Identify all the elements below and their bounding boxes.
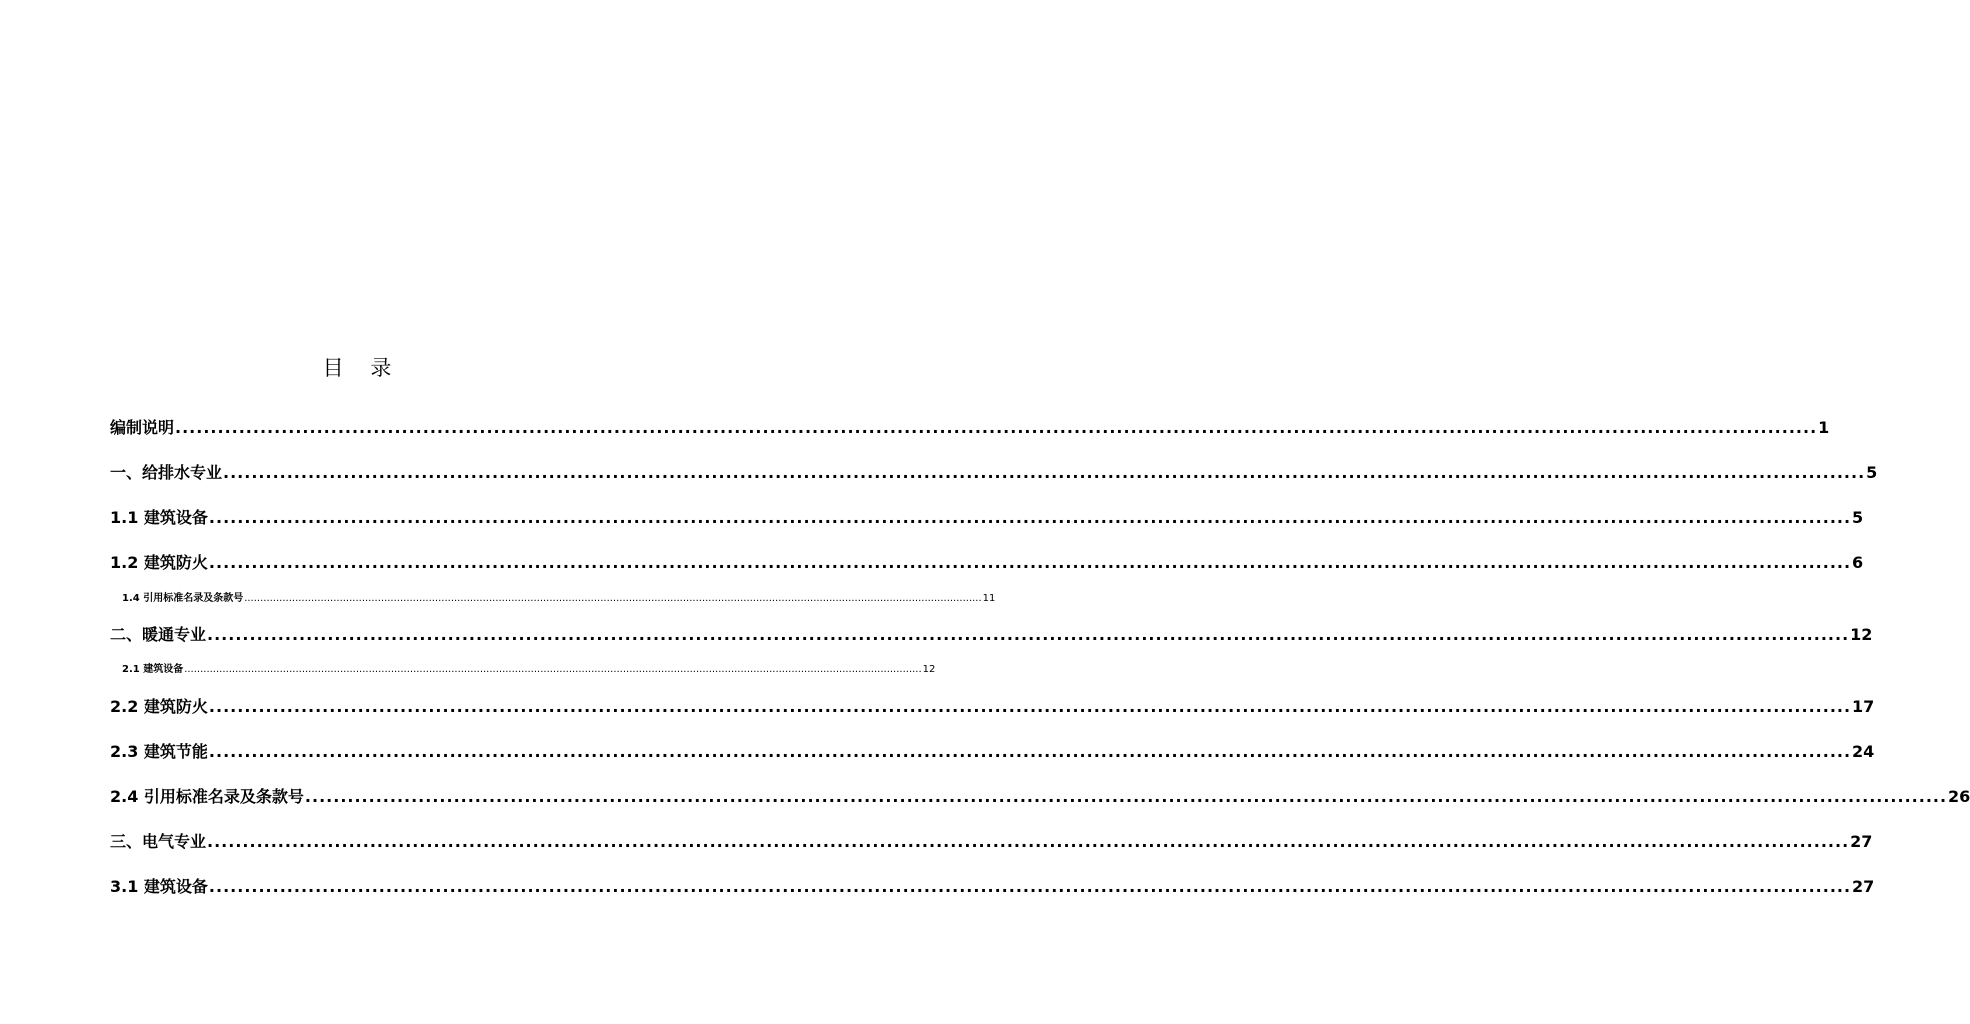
toc-leader-dots: ........................................................................................................................................................................................................................................: [304, 787, 1948, 806]
toc-leader-dots: ........................................................................................................................................................................................................................................: [184, 664, 922, 675]
toc-leader-dots: ........................................................................................................................................................................................................................................: [207, 832, 1850, 851]
toc-entry-text: 1.2 建筑防火: [110, 553, 208, 572]
toc-entry-text: 2.3 建筑节能: [110, 742, 208, 761]
toc-entry[interactable]: [110, 696, 1875, 718]
toc-entry[interactable]: [110, 417, 1830, 439]
toc-entry-text: 二、暖通专业: [110, 625, 207, 644]
toc-leader-dots: ........................................................................................................................................................................................................................................: [175, 418, 1818, 437]
toc-entry-text: 3.1 建筑设备: [110, 877, 208, 896]
toc-entry-text: 1.1 建筑设备: [110, 508, 208, 527]
toc-page-number: 24: [1852, 742, 1875, 761]
toc-page-number: 12: [922, 664, 936, 675]
toc-page-number: 27: [1852, 877, 1875, 896]
toc-entry[interactable]: [110, 552, 1864, 574]
toc-entry[interactable]: [122, 663, 936, 677]
toc-entry[interactable]: [122, 592, 996, 606]
toc-page-number: 27: [1850, 832, 1873, 851]
toc-title: 目 录: [322, 356, 402, 380]
toc-entry[interactable]: [110, 462, 1878, 484]
toc-leader-dots: ........................................................................................................................................................................................................................................: [208, 877, 1852, 896]
toc-leader-dots: ........................................................................................................................................................................................................................................: [244, 593, 982, 604]
toc-page-number: 1: [1818, 418, 1830, 437]
toc-entry-text: 2.4 引用标准名录及条款号: [110, 787, 304, 806]
toc-leader-dots: ........................................................................................................................................................................................................................................: [208, 697, 1852, 716]
toc-entry-text: 一、给排水专业: [110, 463, 223, 482]
toc-entry-text: 编制说明: [110, 418, 175, 437]
toc-page-number: 5: [1866, 463, 1878, 482]
toc-entry-text: 1.4 引用标准名录及条款号: [122, 593, 244, 604]
toc-entry[interactable]: [110, 507, 1864, 529]
toc-entry[interactable]: [110, 876, 1875, 898]
toc-page-number: 6: [1852, 553, 1864, 572]
toc-entry-text: 2.1 建筑设备: [122, 664, 184, 675]
toc-leader-dots: ........................................................................................................................................................................................................................................: [208, 553, 1852, 572]
toc-page-number: 12: [1850, 625, 1873, 644]
toc-entry[interactable]: [110, 741, 1875, 763]
toc-entry[interactable]: [110, 786, 1970, 808]
toc-leader-dots: ........................................................................................................................................................................................................................................: [208, 742, 1852, 761]
toc-page-number: 11: [982, 593, 996, 604]
toc-page-number: 26: [1948, 787, 1970, 806]
toc-entry-text: 2.2 建筑防火: [110, 697, 208, 716]
toc-entry-text: 三、电气专业: [110, 832, 207, 851]
toc-entry[interactable]: [110, 624, 1873, 646]
toc-leader-dots: ........................................................................................................................................................................................................................................: [207, 625, 1850, 644]
toc-leader-dots: ........................................................................................................................................................................................................................................: [223, 463, 1866, 482]
toc-entry[interactable]: [110, 831, 1873, 853]
toc-page-number: 5: [1852, 508, 1864, 527]
toc-leader-dots: ........................................................................................................................................................................................................................................: [208, 508, 1852, 527]
toc-page-number: 17: [1852, 697, 1875, 716]
